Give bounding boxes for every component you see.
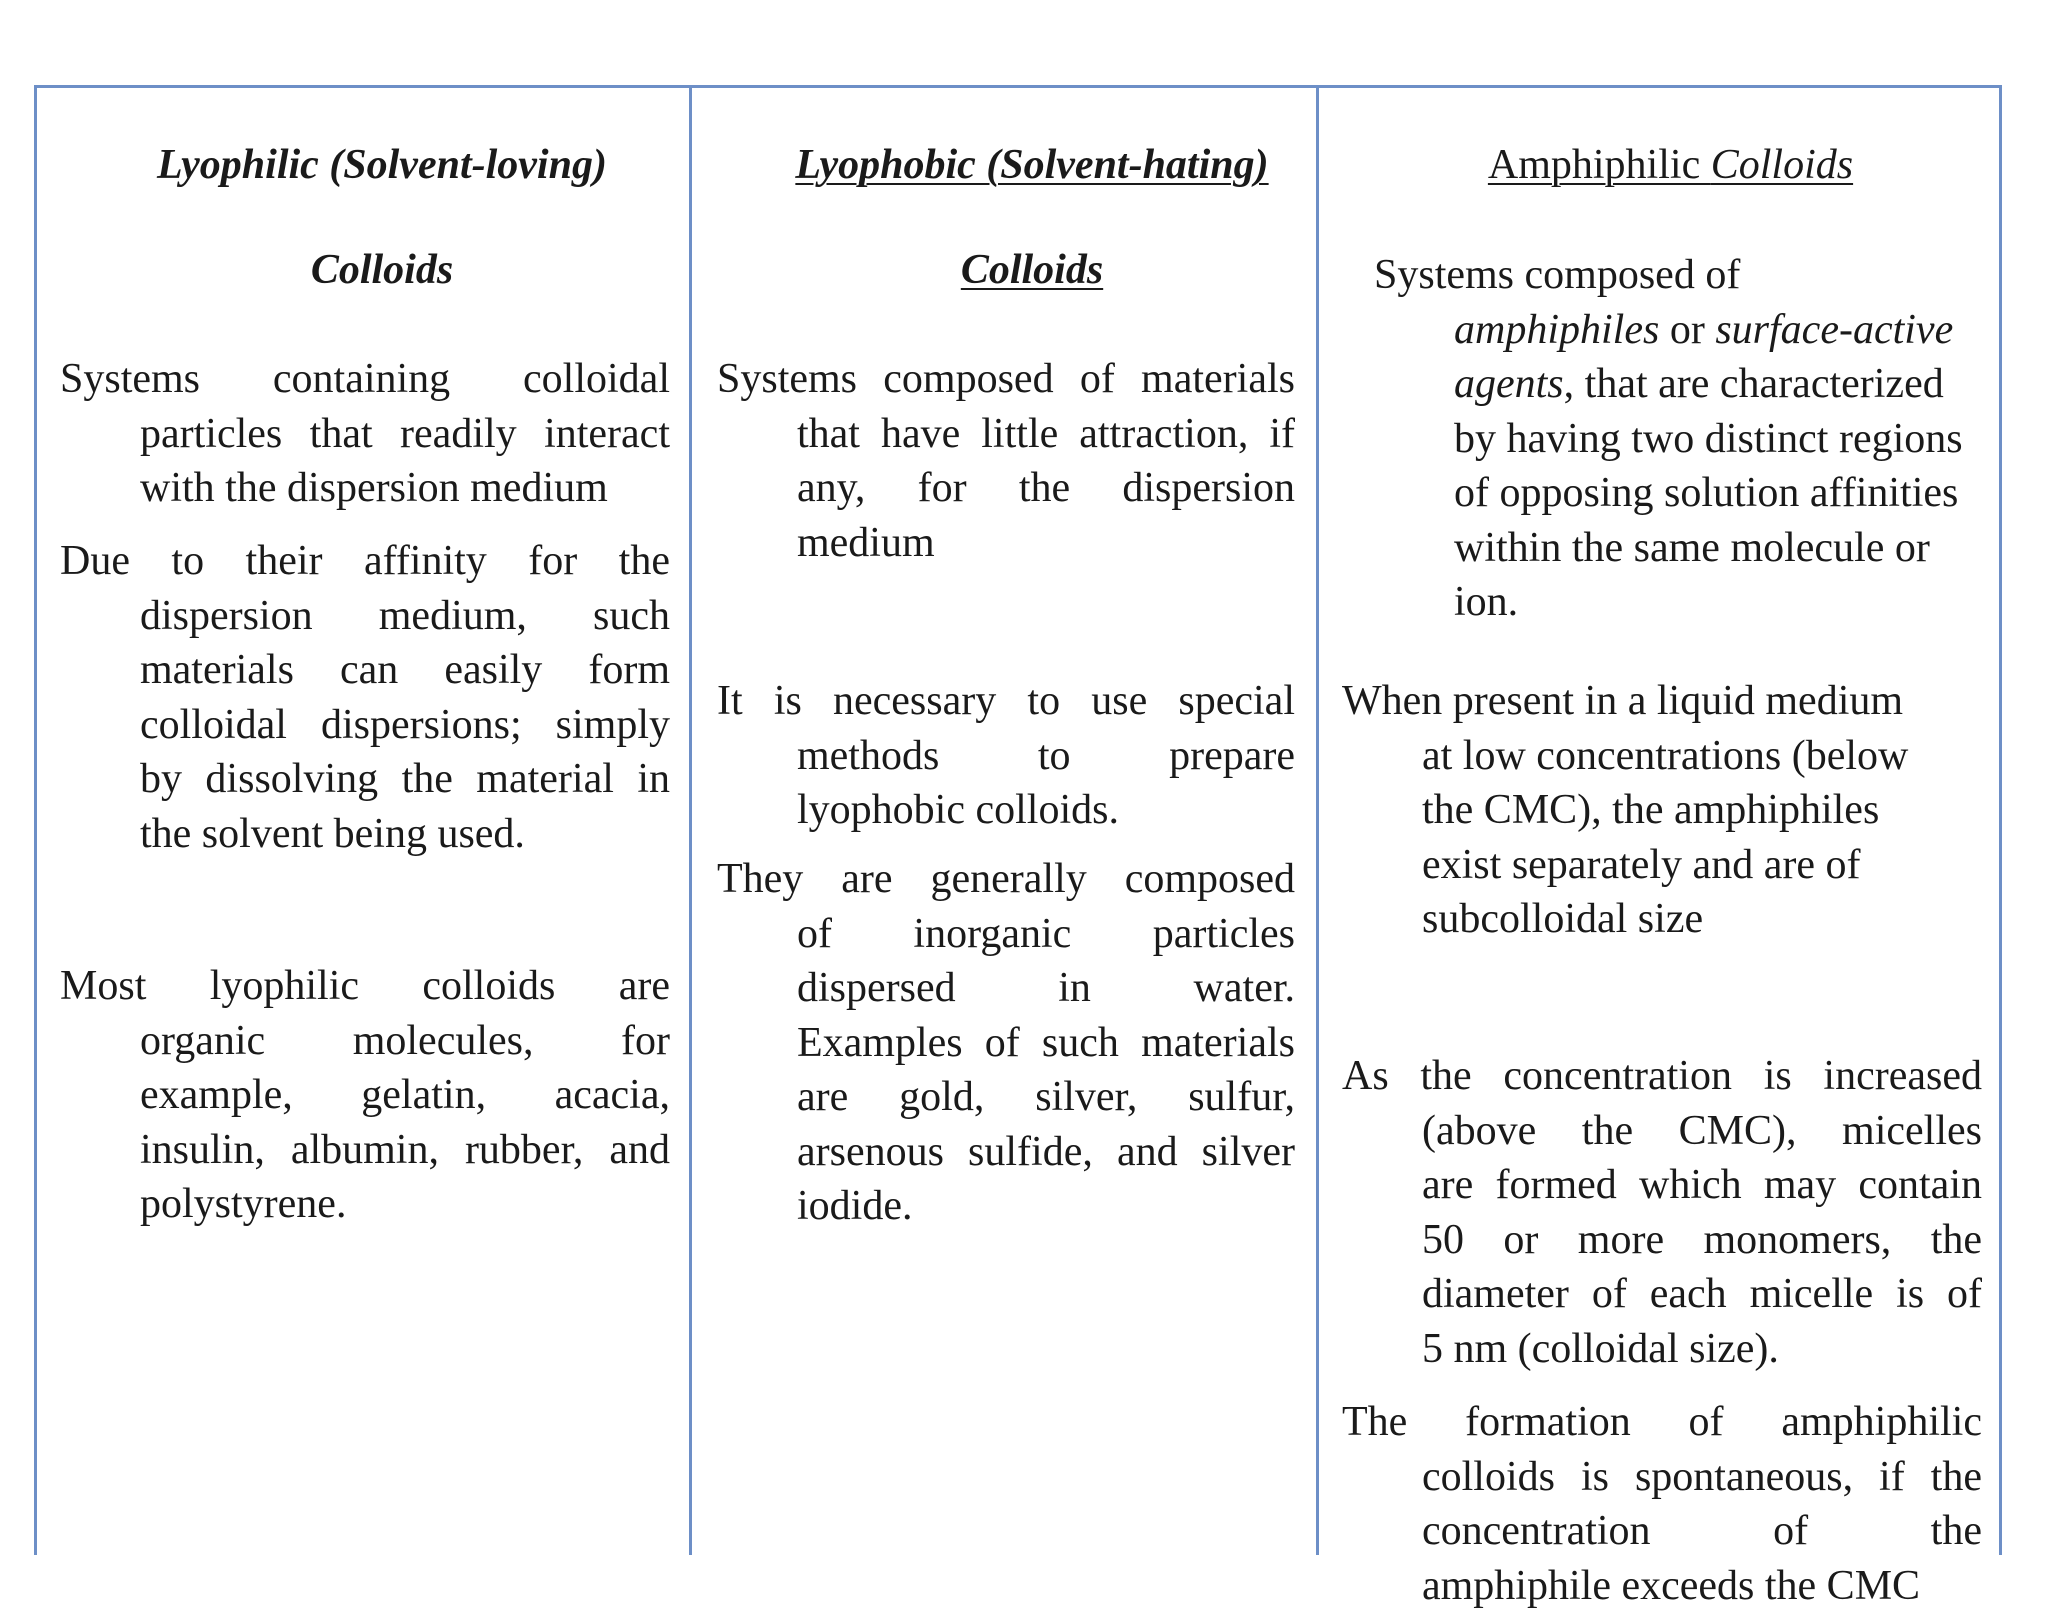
text-line: concentration of the: [1342, 1504, 1982, 1559]
text-line: colloidal dispersions; simply: [60, 698, 670, 753]
text-line: exist separately and are of: [1342, 838, 1982, 893]
text-line: diameter of each micelle is of: [1342, 1267, 1982, 1322]
text-line: example, gelatin, acacia,: [60, 1068, 670, 1123]
text-line: any, for the dispersion: [717, 461, 1295, 516]
lyophobic-paragraph-1: [717, 352, 1295, 570]
text-continuation: , that are characterized: [1564, 361, 1944, 407]
text-line: the CMC), the amphiphiles: [1342, 783, 1982, 838]
text-line: organic molecules, for: [60, 1014, 670, 1069]
term-surface-active: surface-active: [1715, 307, 1953, 353]
text-line: arsenous sulfide, and silver: [717, 1125, 1295, 1180]
amphiphilic-paragraph-2: [1342, 1049, 1982, 1376]
lyophilic-heading-colloids: Colloids: [60, 245, 704, 295]
lyophobic-paragraph-2: [717, 674, 1295, 838]
text-line: Systems composed of materials: [717, 352, 1295, 407]
lyophilic-paragraph-1: [60, 352, 670, 516]
text-line: subcolloidal size: [1342, 892, 1982, 947]
amphiphilic-heading-underline: [1488, 142, 1853, 188]
lyophobic-paragraph-3: [717, 852, 1295, 1234]
text-line: are gold, silver, sulfur,: [717, 1070, 1295, 1125]
lyophobic-heading-wrap: [717, 140, 1347, 190]
text-line: are formed which may contain: [1342, 1158, 1982, 1213]
term-agents: agents: [1454, 361, 1564, 407]
text-line: Systems containing colloidal: [60, 352, 670, 407]
text-line: Examples of such materials: [717, 1016, 1295, 1071]
text-line: 5 nm (colloidal size).: [1342, 1322, 1982, 1377]
text-line: They are generally composed: [717, 852, 1295, 907]
text-line: ion.: [1374, 575, 1994, 630]
text-line: with the dispersion medium: [60, 461, 670, 516]
lyophilic-heading: Lyophilic (Solvent-loving): [60, 140, 704, 190]
lyophobic-heading: Lyophobic (Solvent-hating): [795, 142, 1268, 188]
lyophobic-column: [717, 88, 1347, 1555]
text-line: lyophobic colloids.: [717, 783, 1295, 838]
connector-text: or: [1659, 307, 1715, 353]
text-line: Systems composed of: [1374, 248, 1994, 303]
text-line: by dissolving the material in: [60, 752, 670, 807]
term-amphiphiles: amphiphiles: [1454, 307, 1659, 353]
text-line: [1374, 303, 1994, 358]
text-line: by having two distinct regions: [1374, 412, 1994, 467]
text-line: dispersed in water.: [717, 961, 1295, 1016]
amphiphilic-heading-plain: Amphiphilic: [1488, 142, 1711, 188]
text-line: the solvent being used.: [60, 807, 670, 862]
amphiphilic-heading: [1342, 140, 1999, 190]
text-line: particles that readily interact: [60, 407, 670, 462]
amphiphilic-column: [1342, 88, 1999, 1555]
amphiphilic-paragraph-3: [1342, 1395, 1982, 1613]
text-line: amphiphile exceeds the CMC: [1342, 1559, 1982, 1613]
text-line: medium: [717, 516, 1295, 571]
text-line: colloids is spontaneous, if the: [1342, 1450, 1982, 1505]
text-line: polystyrene.: [60, 1177, 670, 1232]
text-line: methods to prepare: [717, 729, 1295, 784]
text-line: (above the CMC), micelles: [1342, 1104, 1982, 1159]
amphiphilic-intro: [1374, 248, 1994, 630]
text-line: It is necessary to use special: [717, 674, 1295, 729]
amphiphilic-paragraph-1: [1342, 674, 1982, 947]
lyophobic-heading-colloids: Colloids: [961, 247, 1103, 293]
text-line: at low concentrations (below: [1342, 729, 1982, 784]
text-line: As the concentration is increased: [1342, 1049, 1982, 1104]
text-line: iodide.: [717, 1179, 1295, 1234]
text-line: dispersion medium, such: [60, 589, 670, 644]
lyophilic-paragraph-3: [60, 959, 670, 1232]
text-line: materials can easily form: [60, 643, 670, 698]
text-line: Due to their affinity for the: [60, 534, 670, 589]
lyophilic-paragraph-2: [60, 534, 670, 861]
text-line: of opposing solution affinities: [1374, 466, 1994, 521]
text-line: that have little attraction, if: [717, 407, 1295, 462]
amphiphilic-heading-italic: Colloids: [1711, 142, 1853, 188]
text-line: of inorganic particles: [717, 907, 1295, 962]
text-line: within the same molecule or: [1374, 521, 1994, 576]
comparison-table: [34, 85, 2002, 1555]
text-line: The formation of amphiphilic: [1342, 1395, 1982, 1450]
lyophobic-heading-colloids-wrap: [717, 245, 1347, 295]
text-line: insulin, albumin, rubber, and: [60, 1123, 670, 1178]
text-line: When present in a liquid medium: [1342, 674, 1982, 729]
text-line: 50 or more monomers, the: [1342, 1213, 1982, 1268]
text-line: Most lyophilic colloids are: [60, 959, 670, 1014]
text-line: [1374, 357, 1994, 412]
lyophilic-column: [60, 88, 704, 1555]
